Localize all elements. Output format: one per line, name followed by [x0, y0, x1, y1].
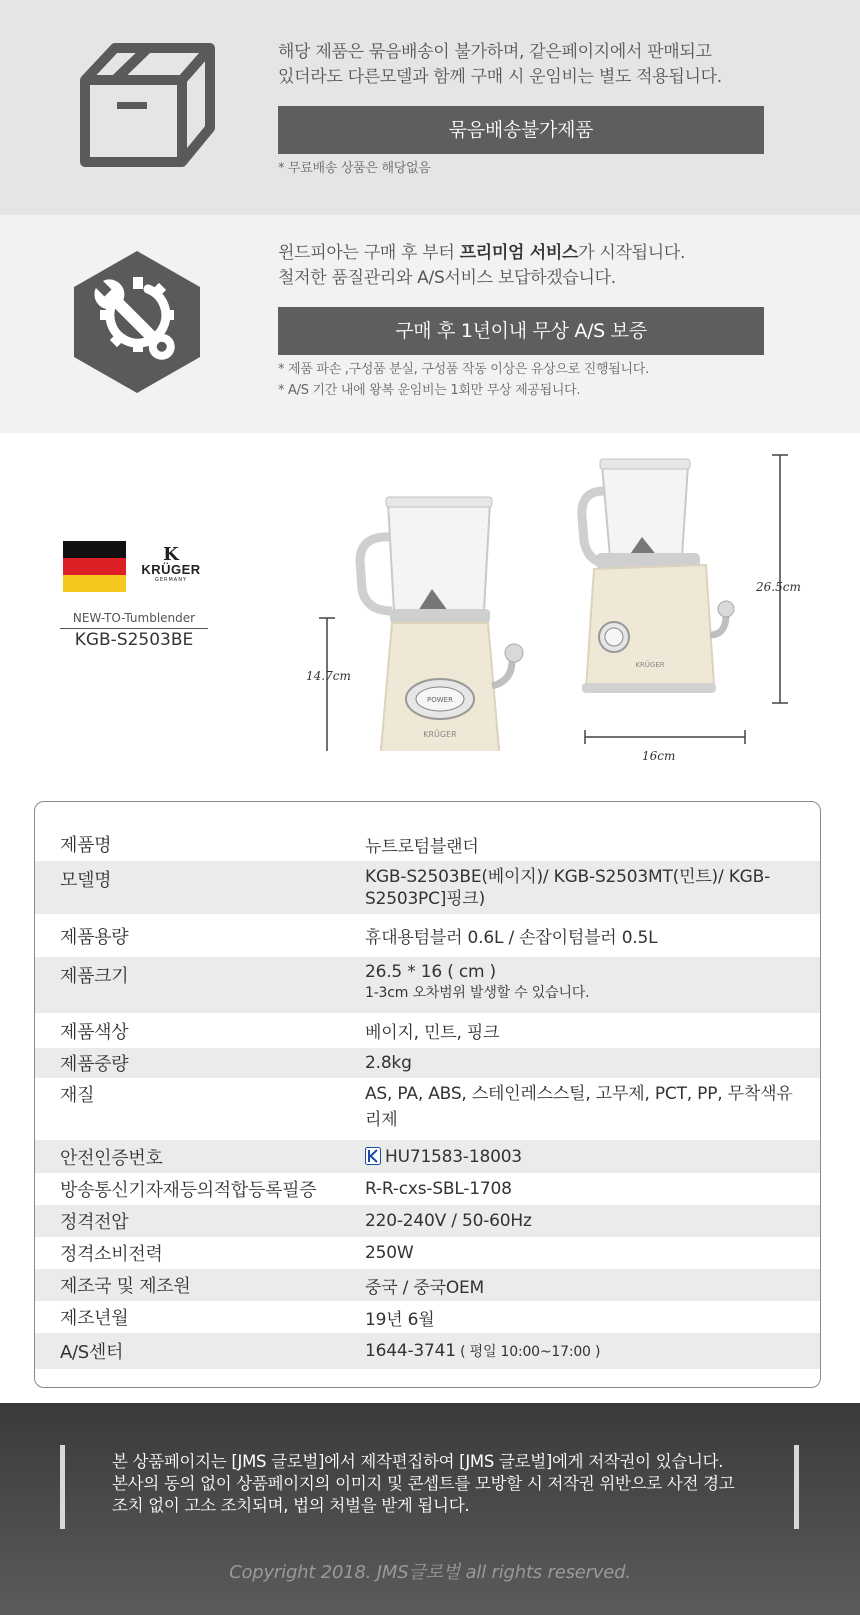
- spec-row-power: 정격소비전력 250W: [60, 1243, 414, 1265]
- box-icon: [70, 40, 220, 174]
- spec-row-size: 제품크기 26.5 * 16 ( cm ) 1-3cm 오차범위 발생할 수 있습니다.: [35, 957, 820, 1013]
- bundle-unavailable-banner: 묶음배송불가제품: [278, 106, 764, 154]
- bundle-desc-line1: 해당 제품은 묶음배송이 불가하며, 같은페이지에서 판매되고: [278, 42, 712, 62]
- blender-image-front: [300, 461, 550, 751]
- dim-width: 16cm: [639, 749, 678, 763]
- product-series: NEW-TO-Tumblender: [60, 611, 208, 629]
- spec-row-material: 재질 AS, PA, ABS, 스테인레스스틸, 고무제, PCT, PP, 무착색유리제: [60, 1084, 793, 1130]
- spec-row-weight: 제품중량 2.8kg: [35, 1048, 820, 1078]
- copyright-notice: 본 상품페이지는 [JMS 글로벌]에서 제작편집하여 [JMS 글로벌]에게 저작권이 있습니다. 본사의 동의 없이 상품페이지의 이미지 및 콘셉트를 모방할 시 저작권 위반으로 사전 경고 조치 없이 고소 조치되며, 법의 처벌을 받게 됩니다.: [112, 1452, 735, 1515]
- size-tolerance-note: 1-3cm 오차범위 발생할 수 있습니다.: [365, 985, 590, 1001]
- copyright-footer: [0, 1403, 860, 1615]
- premium-service-text: 프리미엄 서비스: [459, 243, 579, 263]
- blender-image-angle: [560, 445, 810, 755]
- bundle-note: * 무료배송 상품은 해당없음: [278, 161, 431, 176]
- product-model: KGB-S2503BE: [74, 630, 194, 650]
- warranty-notice: [0, 215, 860, 433]
- spec-row-name: 제품명 뉴트로텀블랜더: [60, 835, 479, 857]
- bundle-desc-line2: 있더라도 다른모델과 함께 구매 시 운임비는 별도 적용됩니다.: [278, 67, 722, 87]
- spec-row-color: 제품색상 베이지, 민트, 핑크: [60, 1021, 500, 1043]
- bundle-shipping-notice: [0, 0, 860, 215]
- spec-row-voltage: 정격전압 220-240V / 50-60Hz: [35, 1205, 820, 1237]
- spec-table: [34, 801, 821, 1388]
- spec-row-radio-cert: 방송통신기자재등의적합등록필증 R-R-cxs-SBL-1708: [60, 1179, 512, 1201]
- spec-row-origin: 제조국 및 제조원 중국 / 중국OEM: [35, 1269, 820, 1301]
- blender-dial-label: POWER: [427, 696, 453, 704]
- warranty-desc-line1: 윈드피아는 구매 후 부터 프리미엄 서비스가 시작됩니다.: [278, 243, 686, 263]
- dim-height-large: 26.5cm: [756, 580, 801, 594]
- left-bracket: [60, 1445, 65, 1529]
- blender-logo-large: KRÜGER: [635, 661, 665, 669]
- spec-row-safety-cert: 안전인증번호 HU71583-18003: [35, 1140, 820, 1173]
- dim-height-small: 14.7cm: [306, 669, 351, 683]
- kruger-logo: K KRÜGER GERMANY: [141, 544, 201, 583]
- spec-row-capacity: 제품용량 휴대용텀블러 0.6L / 손잡이텀블러 0.5L: [60, 926, 658, 948]
- warranty-note-2: * A/S 기간 내에 왕복 운임비는 1회만 무상 제공됩니다.: [278, 383, 581, 398]
- kc-mark-icon: [365, 1147, 381, 1165]
- blender-logo-small: KRÜGER: [423, 730, 457, 739]
- wrench-gear-icon: [70, 247, 204, 401]
- warranty-desc-line2: 철저한 품질관리와 A/S서비스 보답하겠습니다.: [278, 268, 616, 288]
- warranty-banner: 구매 후 1년이내 무상 A/S 보증: [278, 307, 764, 355]
- warranty-note-1: * 제품 파손 ,구성품 분실, 구성품 작동 이상은 유상으로 진행됩니다.: [278, 362, 649, 377]
- german-flag: [63, 541, 126, 592]
- spec-row-mfg-date: 제조년월 19년 6월: [60, 1308, 435, 1330]
- spec-row-as-center: A/S센터 1644-3741 ( 평일 10:00~17:00 ): [35, 1333, 820, 1369]
- product-overview: [0, 433, 860, 795]
- right-bracket: [794, 1445, 799, 1529]
- spec-row-model: 모델명 KGB-S2503BE(베이지)/ KGB-S2503MT(민트)/ KGB-S2503PC]핑크): [35, 861, 820, 914]
- as-hours: ( 평일 10:00~17:00 ): [455, 1344, 601, 1360]
- copyright-line: Copyright 2018. JMS글로벌 all rights reserved.: [229, 1562, 631, 1583]
